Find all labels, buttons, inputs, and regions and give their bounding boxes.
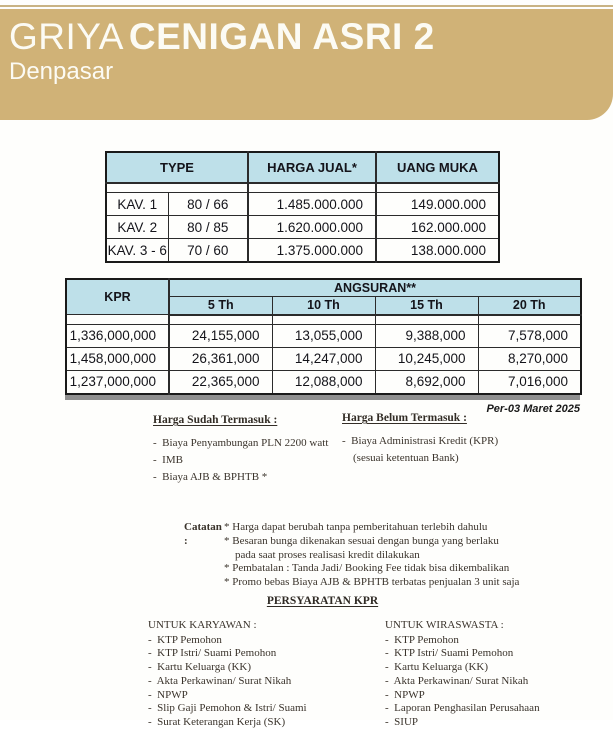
requirements-title: PERSYARATAN KPR [266,595,379,607]
angsuran-10th-cell: 13,055,000 [272,324,375,347]
included-items [153,438,328,484]
harga-cell: 1.620.000.000 [248,216,376,239]
price-table [105,151,500,263]
title-brand: GRIYA [9,16,124,57]
included-section [153,414,328,489]
spacer-row [106,183,499,193]
list-item: - Akta Perkawinan/ Surat Nikah [385,675,540,689]
list-item: - Laporan Penghasilan Perusahaan [385,702,540,716]
top-divider-line [0,5,613,7]
col-header-type: TYPE [106,152,248,183]
page-subtitle: Denpasar [9,58,114,86]
kpr-table [65,278,582,395]
col-header-angsuran: ANGSURAN** [169,279,581,297]
karyawan-title: UNTUK KARYAWAN : [148,619,257,631]
notes-lines [224,521,519,590]
table-row [106,239,499,263]
karyawan-requirements [148,619,307,730]
notes-label: Catatan : [184,521,222,547]
list-item: - Biaya Penyambungan PLN 2200 watt [153,438,328,450]
col-header-kpr: KPR [66,279,169,315]
harga-cell: 1.485.000.000 [248,193,376,216]
note-line: * Pembatalan : Tanda Jadi/ Booking Fee tidak bisa dikembalikan [224,562,510,575]
spacer-row [66,315,581,325]
uang-muka-cell: 138.000.000 [376,239,499,263]
list-item: - SIUP [385,716,540,730]
list-item: - Surat Keterangan Kerja (SK) [148,716,307,730]
excluded-title: Harga Belum Termasuk : [342,412,467,424]
kpr-table-container [65,278,580,415]
note-line: * Harga dapat berubah tanpa pemberitahuan terlebih dahulu [224,521,488,533]
angsuran-20th-cell: 7,578,000 [478,324,581,347]
price-table-header-row [106,152,499,183]
wiraswasta-requirements [385,619,540,730]
price-table-container [105,151,498,263]
kpr-cell: 1,237,000,000 [66,370,169,394]
type-cell: 70 / 60 [168,239,248,263]
kpr-table-header-row [66,279,581,297]
karyawan-items [148,634,307,730]
list-item: - Kartu Keluarga (KK) [385,661,540,675]
uang-muka-cell: 149.000.000 [376,193,499,216]
table-row [66,347,581,370]
col-header-10th: 10 Th [272,297,375,315]
notes-section [184,521,519,590]
wiraswasta-title: UNTUK WIRASWASTA : [385,619,504,631]
header-banner [0,9,613,120]
uang-muka-cell: 162.000.000 [376,216,499,239]
kav-cell: KAV. 3 - 6 [106,239,168,263]
title-project: CENIGAN ASRI 2 [128,16,435,57]
table-row [66,370,581,394]
col-header-uang-muka: UANG MUKA [376,152,499,183]
included-title: Harga Sudah Termasuk : [153,414,278,426]
note-line-continuation: pada saat proses realisasi kredit dilakukan [235,548,420,561]
note-line: * Besaran bunga dikenakan sesuai dengan bunga yang berlaku [224,534,499,547]
type-cell: 80 / 85 [168,216,248,239]
kpr-cell: 1,458,000,000 [66,347,169,370]
angsuran-20th-cell: 8,270,000 [478,347,581,370]
note-line: * Promo bebas Biaya AJB & BPHTB terbatas penjualan 3 unit saja [224,576,520,589]
list-item: - KTP Pemohon [148,634,307,648]
angsuran-10th-cell: 12,088,000 [272,370,375,394]
list-item: - Kartu Keluarga (KK) [148,661,307,675]
list-item: - Biaya Administrasi Kredit (KPR) [342,436,498,448]
list-item: - NPWP [148,689,307,703]
angsuran-20th-cell: 7,016,000 [478,370,581,394]
list-item: - NPWP [385,689,540,703]
table-row [66,324,581,347]
table-bottom-bar [65,395,580,400]
table-row [106,193,499,216]
list-item: - IMB [153,455,328,467]
list-item: - KTP Istri/ Suami Pemohon [148,647,307,661]
list-item: - Biaya AJB & BPHTB * [153,472,328,484]
col-header-20th: 20 Th [478,297,581,315]
list-item: - KTP Istri/ Suami Pemohon [385,647,540,661]
list-item-note: (sesuai ketentuan Bank) [353,452,459,464]
harga-cell: 1.375.000.000 [248,239,376,263]
angsuran-5th-cell: 26,361,000 [169,347,272,370]
angsuran-15th-cell: 9,388,000 [375,324,478,347]
list-item: - Akta Perkawinan/ Surat Nikah [148,675,307,689]
angsuran-15th-cell: 8,692,000 [375,370,478,394]
col-header-5th: 5 Th [169,297,272,315]
angsuran-15th-cell: 10,245,000 [375,347,478,370]
angsuran-5th-cell: 22,365,000 [169,370,272,394]
excluded-section [342,412,498,465]
list-item: - Slip Gaji Pemohon & Istri/ Suami [148,702,307,716]
excluded-items [342,436,498,465]
type-cell: 80 / 66 [168,193,248,216]
angsuran-5th-cell: 24,155,000 [169,324,272,347]
angsuran-10th-cell: 14,247,000 [272,347,375,370]
wiraswasta-items [385,634,540,730]
table-row [106,216,499,239]
kav-cell: KAV. 1 [106,193,168,216]
col-header-harga-jual: HARGA JUAL* [248,152,376,183]
list-item: - KTP Pemohon [385,634,540,648]
col-header-15th: 15 Th [375,297,478,315]
kav-cell: KAV. 2 [106,216,168,239]
page-title [9,16,613,57]
kpr-cell: 1,336,000,000 [66,324,169,347]
price-date-note: Per-03 Maret 2025 [486,402,580,415]
